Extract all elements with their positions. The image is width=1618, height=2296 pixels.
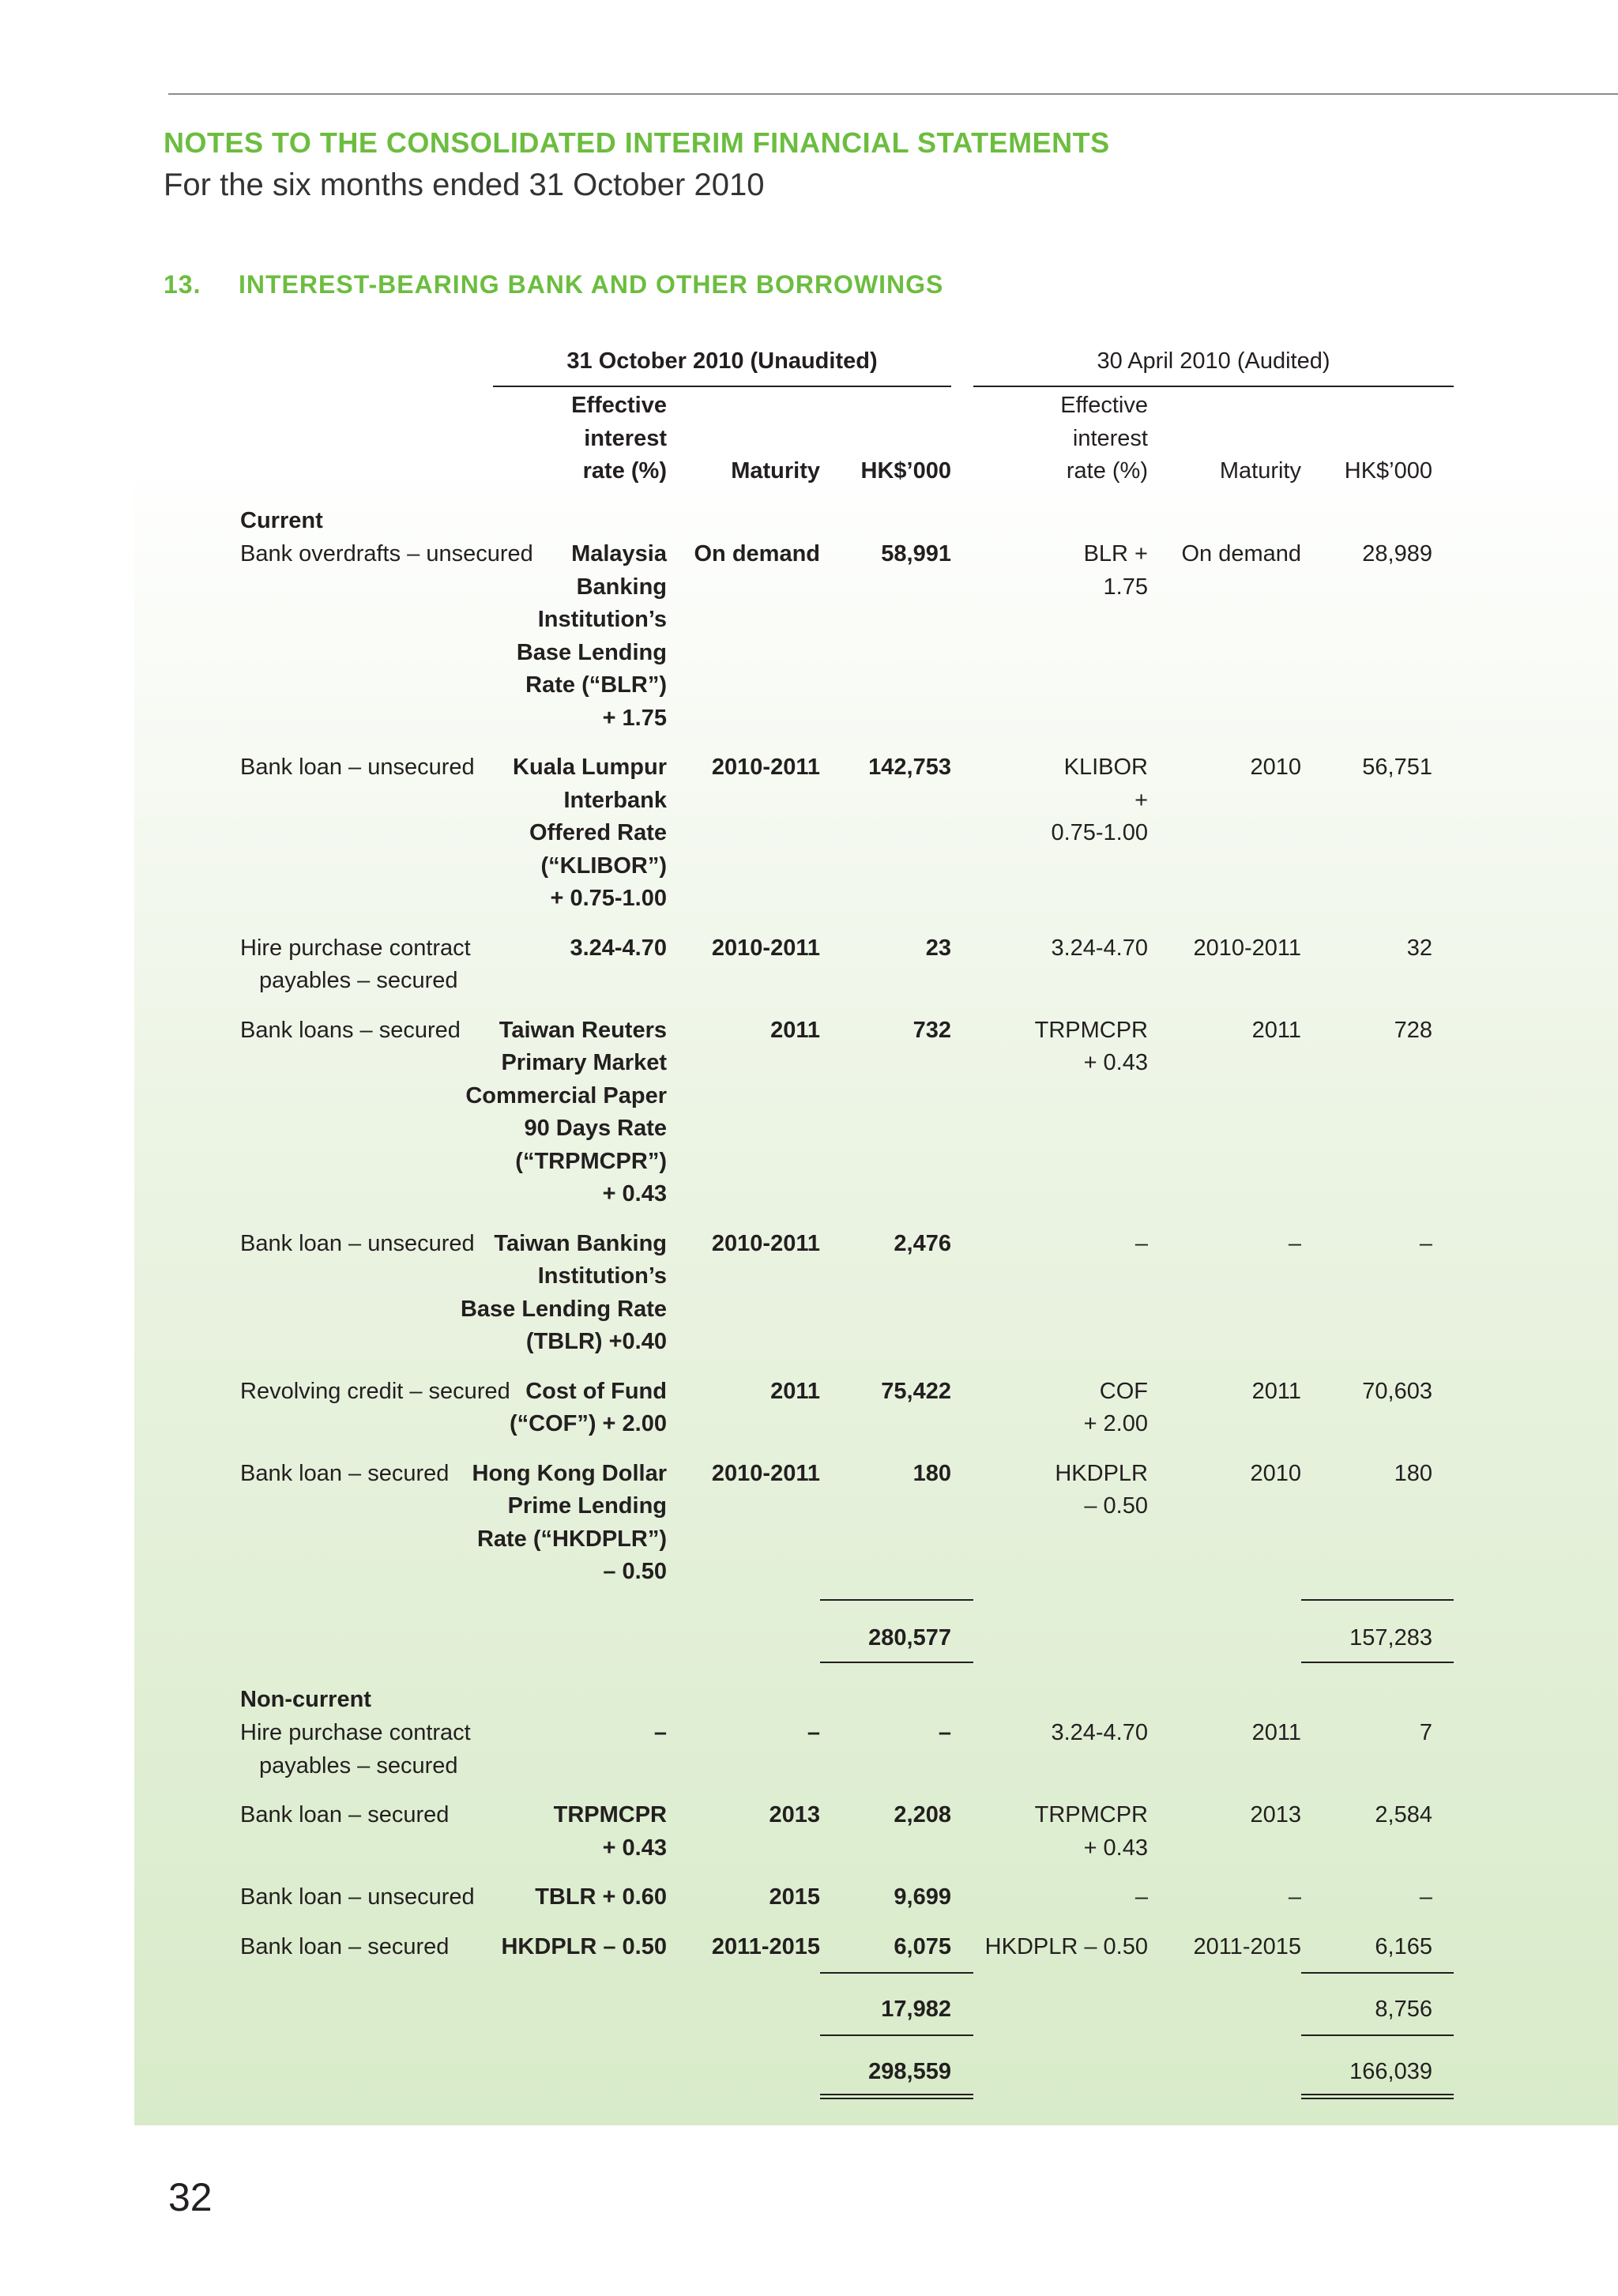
rate-prior: KLIBOR — [1063, 755, 1148, 780]
rate-current: Base Lending — [516, 639, 667, 665]
nc-subtotal-rule-bottom-current — [820, 2034, 973, 2036]
period-underline-current — [493, 386, 951, 387]
rate-prior: HKDPLR – 0.50 — [984, 1933, 1148, 1959]
amount-current: 75,422 — [881, 1378, 951, 1404]
rate-prior: + 2.00 — [1083, 1411, 1148, 1436]
row-label: Bank loans – secured — [240, 1017, 461, 1043]
amount-prior: – — [1419, 1884, 1432, 1910]
maturity-current: On demand — [694, 541, 820, 566]
col-header-rate-prior-1: Effective — [1060, 393, 1148, 418]
rate-current: Primary Market — [501, 1050, 667, 1075]
col-header-rate-current-3: rate (%) — [582, 458, 667, 484]
maturity-current: 2011 — [770, 1378, 820, 1404]
amount-current: 142,753 — [868, 755, 951, 780]
subtotal-rule-bottom-prior — [1301, 1662, 1454, 1663]
grand-total-prior: 166,039 — [1349, 2059, 1432, 2084]
maturity-current: 2010-2011 — [711, 935, 820, 961]
amount-prior: 28,989 — [1362, 541, 1432, 566]
maturity-prior: On demand — [1181, 541, 1301, 566]
nc-subtotal-rule-top-prior — [1301, 1972, 1454, 1974]
amount-current: 23 — [925, 935, 951, 961]
rate-prior: + — [1134, 787, 1148, 813]
amount-current: 2,476 — [894, 1230, 951, 1256]
rate-current: Taiwan Reuters — [499, 1017, 667, 1043]
maturity-prior: 2010-2011 — [1193, 935, 1301, 961]
amount-prior: 2,584 — [1375, 1802, 1432, 1827]
rate-current: (“TRPMCPR”) — [515, 1148, 667, 1174]
rate-prior: 3.24-4.70 — [1051, 1720, 1148, 1745]
col-header-rate-prior-3: rate (%) — [1066, 458, 1148, 484]
rate-current: Kuala Lumpur — [513, 755, 667, 780]
current-heading: Current — [240, 508, 323, 533]
rate-current: Rate (“BLR”) — [525, 672, 667, 698]
amount-prior: – — [1419, 1230, 1432, 1256]
subtotal-rule-top-current — [820, 1599, 973, 1601]
row-label: Hire purchase contract — [240, 935, 471, 961]
section-number: 13. — [164, 270, 201, 299]
rate-current: Base Lending Rate — [460, 1296, 667, 1322]
amount-current: – — [938, 1720, 951, 1745]
maturity-current: 2010-2011 — [711, 755, 820, 780]
rate-prior: HKDPLR — [1055, 1460, 1148, 1486]
col-header-rate-current-1: Effective — [571, 393, 667, 418]
rate-current: + 0.75-1.00 — [550, 886, 667, 911]
rate-prior: + 0.43 — [1083, 1050, 1148, 1075]
noncurrent-heading: Non-current — [240, 1687, 371, 1712]
rate-current: + 0.43 — [602, 1835, 667, 1861]
grand-total-rule-1-prior — [1301, 2094, 1454, 2095]
maturity-current: – — [807, 1720, 820, 1745]
rate-current: HKDPLR – 0.50 — [501, 1933, 667, 1959]
amount-prior: 728 — [1394, 1017, 1432, 1043]
rate-prior: 0.75-1.00 — [1051, 820, 1148, 845]
rate-prior: – 0.50 — [1084, 1493, 1148, 1519]
row-label: payables – secured — [259, 968, 458, 993]
rate-prior: – — [1134, 1884, 1148, 1910]
amount-current: 180 — [912, 1460, 951, 1486]
rate-current: Institution’s — [537, 607, 667, 632]
rate-current: 90 Days Rate — [524, 1116, 667, 1141]
amount-prior: 32 — [1406, 935, 1432, 961]
rate-current: TRPMCPR — [553, 1802, 667, 1827]
nc-subtotal-rule-top-current — [820, 1972, 973, 1974]
col-header-amount-prior: HK$’000 — [1344, 458, 1432, 484]
rate-current: Commercial Paper — [465, 1082, 667, 1108]
maturity-prior: – — [1288, 1884, 1301, 1910]
grand-total-rule-1-current — [820, 2094, 973, 2095]
amount-current: 9,699 — [894, 1884, 951, 1910]
col-header-amount-current: HK$’000 — [860, 458, 951, 484]
page-title: NOTES TO THE CONSOLIDATED INTERIM FINANCIAL STATEMENTS — [164, 126, 1110, 159]
rate-prior: TRPMCPR — [1034, 1802, 1148, 1827]
col-header-maturity-current: Maturity — [731, 458, 820, 484]
rate-current: Institution’s — [537, 1263, 667, 1289]
maturity-prior: 2011 — [1251, 1720, 1301, 1745]
amount-current: 6,075 — [894, 1933, 951, 1959]
maturity-prior: 2011 — [1251, 1017, 1301, 1043]
maturity-prior: 2010 — [1250, 755, 1301, 780]
amount-current: 2,208 — [894, 1802, 951, 1827]
row-label: payables – secured — [259, 1752, 458, 1778]
amount-prior: 180 — [1394, 1460, 1432, 1486]
subtotal-rule-bottom-current — [820, 1662, 973, 1663]
row-label: Bank loan – unsecured — [240, 1884, 475, 1910]
row-label: Bank loan – unsecured — [240, 1230, 475, 1256]
grand-total-current: 298,559 — [868, 2059, 951, 2084]
rate-current: Prime Lending — [507, 1493, 667, 1519]
row-label: Bank loan – secured — [240, 1933, 450, 1959]
rate-current: (“KLIBOR”) — [540, 853, 667, 879]
rate-prior: 1.75 — [1103, 574, 1148, 600]
rate-current: – 0.50 — [603, 1559, 667, 1584]
period-header-prior: 30 April 2010 (Audited) — [1097, 348, 1330, 374]
rate-current: Hong Kong Dollar — [472, 1460, 667, 1486]
rate-current: + 1.75 — [602, 705, 667, 731]
rate-current: 3.24-4.70 — [570, 935, 667, 961]
rate-current: TBLR + 0.60 — [535, 1884, 667, 1910]
row-label: Bank loan – secured — [240, 1802, 450, 1827]
period-underline-prior — [973, 386, 1454, 387]
noncurrent-subtotal-current: 17,982 — [881, 1997, 951, 2022]
maturity-prior: 2010 — [1250, 1460, 1301, 1486]
rate-current: (“COF”) + 2.00 — [509, 1411, 667, 1436]
maturity-prior: 2011-2015 — [1193, 1933, 1301, 1959]
col-header-maturity-prior: Maturity — [1219, 458, 1301, 484]
subtotal-rule-top-prior — [1301, 1599, 1454, 1601]
amount-prior: 6,165 — [1375, 1933, 1432, 1959]
rate-current: Malaysia — [571, 541, 667, 566]
maturity-current: 2011 — [770, 1017, 820, 1043]
row-label: Hire purchase contract — [240, 1720, 471, 1745]
rate-current: Interbank — [563, 787, 667, 813]
amount-current: 58,991 — [881, 541, 951, 566]
row-label: Revolving credit – secured — [240, 1378, 510, 1404]
col-header-rate-prior-2: interest — [1072, 426, 1148, 451]
noncurrent-subtotal-prior: 8,756 — [1375, 1997, 1432, 2022]
rate-prior: 3.24-4.70 — [1051, 935, 1148, 961]
rate-current: Rate (“HKDPLR”) — [476, 1526, 667, 1552]
rate-prior: TRPMCPR — [1034, 1017, 1148, 1043]
current-subtotal-prior: 157,283 — [1349, 1625, 1432, 1650]
page-number: 32 — [168, 2175, 213, 2219]
page-subtitle: For the six months ended 31 October 2010 — [164, 167, 765, 202]
rate-prior: – — [1134, 1230, 1148, 1256]
period-header-current: 31 October 2010 (Unaudited) — [566, 348, 878, 374]
rate-current: + 0.43 — [602, 1181, 667, 1206]
amount-prior: 56,751 — [1362, 755, 1432, 780]
maturity-current: 2015 — [769, 1884, 820, 1910]
rate-current: Cost of Fund — [525, 1378, 667, 1404]
rate-current: (TBLR) +0.40 — [525, 1329, 667, 1354]
amount-prior: 7 — [1419, 1720, 1432, 1745]
maturity-prior: 2013 — [1250, 1802, 1301, 1827]
row-label: Bank loan – unsecured — [240, 755, 475, 780]
rate-current: Banking — [576, 574, 667, 600]
rate-prior: BLR + — [1083, 541, 1148, 566]
grand-total-rule-2-prior — [1301, 2098, 1454, 2099]
rate-current: – — [653, 1720, 667, 1745]
maturity-current: 2013 — [769, 1802, 820, 1827]
maturity-prior: 2011 — [1251, 1378, 1301, 1404]
nc-subtotal-rule-bottom-prior — [1301, 2034, 1454, 2036]
rate-current: Offered Rate — [529, 820, 667, 845]
maturity-current: 2011-2015 — [711, 1933, 820, 1959]
rate-current: Taiwan Banking — [494, 1230, 667, 1256]
amount-current: 732 — [912, 1017, 951, 1043]
grand-total-rule-2-current — [820, 2098, 973, 2099]
amount-prior: 70,603 — [1362, 1378, 1432, 1404]
maturity-prior: – — [1288, 1230, 1301, 1256]
current-subtotal-current: 280,577 — [868, 1625, 951, 1650]
maturity-current: 2010-2011 — [711, 1460, 820, 1486]
rate-prior: COF — [1099, 1378, 1148, 1404]
row-label: Bank overdrafts – unsecured — [240, 541, 533, 566]
maturity-current: 2010-2011 — [711, 1230, 820, 1256]
section-title: INTEREST-BEARING BANK AND OTHER BORROWINGS — [239, 270, 944, 299]
col-header-rate-current-2: interest — [584, 426, 667, 451]
rate-prior: + 0.43 — [1083, 1835, 1148, 1861]
row-label: Bank loan – secured — [240, 1460, 450, 1486]
